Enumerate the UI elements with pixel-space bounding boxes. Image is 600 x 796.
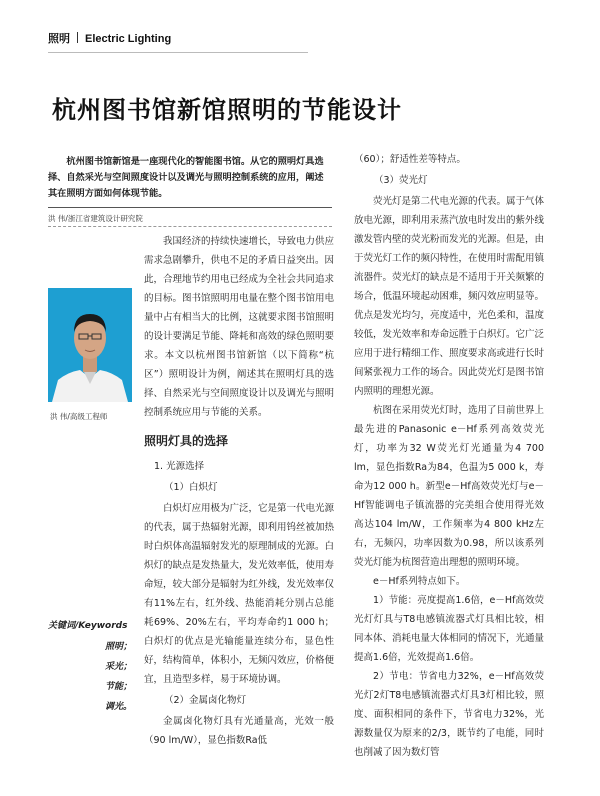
chosen-lamp-paragraph: 杭图在采用荧光灯时，选用了目前世界上最先进的Panasonic e－Hf系列高效荧光灯，功率为32 W荧光灯光通量为4 700 lm，显色指数Ra为84，色温为5 000 k，寿命为12 000 h。新型e－Hf高效荧光灯与e－Hf智能调电子镇流器的完美组合使用得光效高达104 lm/W，工作频率为4 800 kHz左右，无频闪，功率因数为0.98，所以该系列荧光灯能为杭图营造出理想的照明环境。 <box>354 405 545 568</box>
subsubsection-heading: （1）白炽灯 <box>164 482 218 493</box>
subsubsection-heading: （3）荧光灯 <box>374 175 428 186</box>
metal-halide-continued: （60）；舒适性差等特点。 <box>354 154 466 165</box>
ehf-intro-paragraph: e－Hf系列特点如下。 <box>373 576 466 587</box>
keyword-item: 节能； <box>104 682 132 692</box>
subsubsection-heading: （2）金属卤化物灯 <box>164 695 247 706</box>
intro-paragraph: 我国经济的持续快速增长，导致电力供应需求急剧攀升，供电不足的矛盾日益突出。因此，合理地节约用电已经成为全社会共同追求的目标。图书馆照明用电量在整个图书馆用电量中占有相当大的比例，这就要求图书馆照明的设计要满足节能、降耗和高效的绿色照明要求。本文以杭州图书馆新馆（以下简称“杭区”）照明设计为例，阐述其在照明灯具的选择、自然采光与空间照度设计以及调光与照明控制系统应用与节能的关系。 <box>144 236 335 418</box>
author-portrait-image <box>48 288 132 402</box>
article-title: 杭州图书馆新馆照明的节能设计 <box>52 95 402 124</box>
affiliation-rule <box>48 226 332 227</box>
section-heading: 照明灯具的选择 <box>144 434 229 448</box>
keyword-item: 调光。 <box>104 702 132 712</box>
keywords-label: 关键词/Keywords <box>48 621 128 631</box>
section-label: 照明 <box>48 32 70 45</box>
header-rule <box>48 52 308 53</box>
fluorescent-paragraph: 荧光灯是第二代电光源的代表。属于气体放电光源，即利用汞蒸汽放电时发出的紫外线激发管内壁的荧光粉而发光的光源。但是，由于荧光灯工作的频闪特性，在使用时需配用镇流器件。荧光灯的缺点是不适用于开关频繁的场合，低温环境起动困难，频闪效应明显等。优点是发光均匀，亮度适中，光色柔和，温度较低，发光效率和寿命远胜于白炽灯。它广泛应用于进行精细工作、照度要求高或进行长时间紧张视力工作的场合。因此荧光灯是图书馆内照明的理想光源。 <box>354 196 545 397</box>
keyword-item: 照明； <box>104 642 132 652</box>
abstract: 杭州图书馆新馆是一座现代化的智能图书馆。从它的照明灯具选择、自然采光与空间照度设计以及调光与照明控制系统的应用，阐述其在照明方面如何体现节能。 <box>48 156 324 199</box>
author-photo <box>48 288 132 402</box>
photo-caption: 洪 伟/高级工程师 <box>50 412 108 421</box>
metal-halide-paragraph: 金属卤化物灯具有光通量高，光效一般（90 lm/W），显色指数Ra低 <box>144 716 334 746</box>
ehf-point-1: 1）节能：亮度提高1.6倍，e－Hf高效荧光灯灯具与T8电感镇流器式灯具相比较，相同本体、消耗电量大体相同的情况下，光通量提高1.6倍，光效提高1.6倍。 <box>354 595 545 663</box>
abstract-rule <box>48 207 332 208</box>
header-divider <box>77 32 78 43</box>
section-label-en: Electric Lighting <box>85 33 172 45</box>
right-column <box>354 150 544 762</box>
left-column <box>144 232 334 750</box>
subsection-heading: 1. 光源选择 <box>154 461 205 472</box>
running-header <box>48 30 171 46</box>
keywords-block <box>48 618 132 717</box>
author-affiliation: 洪 伟/浙江省建筑设计研究院 <box>48 214 143 223</box>
keyword-item: 采光； <box>104 662 132 672</box>
ehf-point-2: 2）节电：节省电力32%，e－Hf高效荧光灯2灯T8电感镇流器式灯具3灯相比较，照度、面积相同的条件下，节省电力32%，光源数量仅为原来的2/3，既节约了电能，同时也削减了因为数灯管 <box>354 671 544 758</box>
incandescent-paragraph: 白炽灯应用极为广泛，它是第一代电光源的代表，属于热辐射光源，即利用钨丝被加热时白炽体高温辐射发光的原理制成的光源。白炽灯的缺点是发热量大，发光效率低，使用寿命短，较大部分是辐射为红外线，发光效率仅有11%左右，红外线、热能消耗分别占总能耗69%、20%左右，平均寿命约1 000 h；白炽灯的优点是光输能量连续分布，显色性好，结构简单，体积小，无频闪效应，价格便宜，且造型多样，易于环境协调。 <box>144 503 335 685</box>
